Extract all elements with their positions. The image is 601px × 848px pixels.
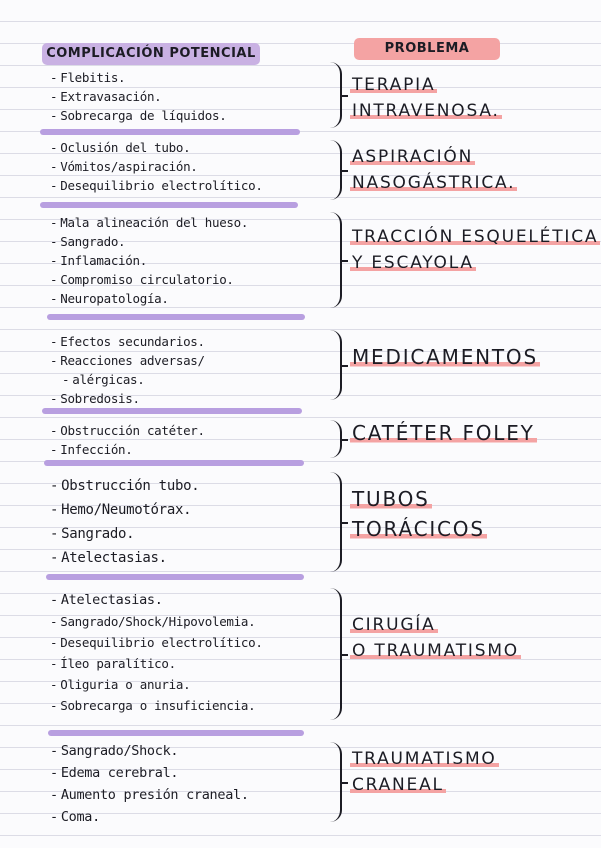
list-item: - Sangrado/Shock/Hipovolemia. bbox=[50, 611, 263, 632]
header-potential-complication: COMPLICACIÓN POTENCIAL bbox=[42, 43, 260, 65]
list-item: - Sangrado. bbox=[50, 522, 199, 546]
problem-medications bbox=[350, 342, 540, 372]
divider bbox=[44, 460, 304, 466]
complication-list-iv-therapy bbox=[50, 68, 226, 125]
problem-chest-tubes bbox=[350, 484, 487, 544]
complication-list-surgery bbox=[50, 590, 263, 716]
list-item: - Íleo paralítico. bbox=[50, 653, 263, 674]
problem-line: MEDICAMENTOS bbox=[352, 345, 538, 369]
complication-list-head-trauma bbox=[50, 740, 249, 828]
list-item: - Neuropatología. bbox=[50, 289, 248, 308]
brace-foley bbox=[326, 420, 342, 458]
problem-line: TORÁCICOS bbox=[352, 517, 485, 541]
divider bbox=[46, 574, 304, 580]
list-item: - Oliguria o anuria. bbox=[50, 674, 263, 695]
divider bbox=[42, 408, 302, 414]
problem-line: TERAPIA bbox=[352, 75, 436, 95]
brace-ng-aspiration bbox=[326, 140, 342, 200]
brace-head-trauma bbox=[326, 742, 342, 822]
list-item: - Sangrado. bbox=[50, 232, 248, 251]
divider bbox=[40, 202, 298, 208]
problem-line: Y ESCAYOLA bbox=[352, 253, 474, 273]
list-item: - alérgicas. bbox=[50, 370, 205, 389]
problem-line: CATÉTER FOLEY bbox=[352, 421, 535, 445]
list-item: - Reacciones adversas/ bbox=[50, 351, 205, 370]
list-item: - Hemo/Neumotórax. bbox=[50, 498, 199, 522]
problem-line: NASOGÁSTRICA. bbox=[352, 173, 516, 193]
problem-surgery bbox=[350, 612, 521, 664]
problem-traction bbox=[350, 224, 600, 276]
list-item: - Compromiso circulatorio. bbox=[50, 270, 248, 289]
problem-head-trauma bbox=[350, 746, 499, 798]
list-item: - Desequilibrio electrolítico. bbox=[50, 632, 263, 653]
brace-traction bbox=[326, 212, 342, 308]
brace-surgery bbox=[326, 588, 342, 720]
list-item: - Extravasación. bbox=[50, 87, 226, 106]
problem-line: TRACCIÓN ESQUELÉTICA bbox=[352, 227, 599, 247]
problem-ng-aspiration bbox=[350, 144, 517, 196]
problem-line: INTRAVENOSA. bbox=[352, 101, 500, 121]
problem-line: O TRAUMATISMO bbox=[352, 641, 519, 661]
list-item: - Aumento presión craneal. bbox=[50, 784, 249, 806]
list-item: - Sobredosis. bbox=[50, 389, 205, 408]
list-item: - Atelectasias. bbox=[50, 590, 263, 611]
list-item: - Sangrado/Shock. bbox=[50, 740, 249, 762]
complication-list-traction bbox=[50, 213, 248, 308]
complication-list-foley bbox=[50, 421, 205, 459]
list-item: - Desequilibrio electrolítico. bbox=[50, 176, 263, 195]
list-item: - Edema cerebral. bbox=[50, 762, 249, 784]
problem-line: TRAUMATISMO bbox=[352, 749, 497, 769]
problem-line: CIRUGÍA bbox=[352, 615, 436, 635]
list-item: - Sobrecarga o insuficiencia. bbox=[50, 695, 263, 716]
problem-line: CRANEAL bbox=[352, 775, 444, 795]
complication-list-chest-tubes bbox=[50, 474, 199, 570]
problem-line: ASPIRACIÓN bbox=[352, 147, 474, 167]
list-item: - Coma. bbox=[50, 806, 249, 828]
brace-iv-therapy bbox=[326, 62, 342, 128]
header-problem: PROBLEMA bbox=[354, 38, 500, 60]
divider bbox=[40, 129, 300, 135]
complication-list-medications bbox=[50, 332, 205, 408]
list-item: - Atelectasias. bbox=[50, 546, 199, 570]
list-item: - Oclusión del tubo. bbox=[50, 138, 263, 157]
problem-foley bbox=[350, 418, 537, 448]
list-item: - Obstrucción catéter. bbox=[50, 421, 205, 440]
list-item: - Efectos secundarios. bbox=[50, 332, 205, 351]
brace-chest-tubes bbox=[326, 472, 342, 572]
list-item: - Mala alineación del hueso. bbox=[50, 213, 248, 232]
problem-line: TUBOS bbox=[352, 487, 430, 511]
brace-medications bbox=[326, 330, 342, 400]
complication-list-ng-aspiration bbox=[50, 138, 263, 195]
divider bbox=[48, 730, 304, 736]
divider bbox=[47, 314, 305, 320]
list-item: - Inflamación. bbox=[50, 251, 248, 270]
list-item: - Infección. bbox=[50, 440, 205, 459]
list-item: - Flebitis. bbox=[50, 68, 226, 87]
list-item: - Obstrucción tubo. bbox=[50, 474, 199, 498]
problem-iv-therapy bbox=[350, 72, 502, 124]
list-item: - Sobrecarga de líquidos. bbox=[50, 106, 226, 125]
list-item: - Vómitos/aspiración. bbox=[50, 157, 263, 176]
